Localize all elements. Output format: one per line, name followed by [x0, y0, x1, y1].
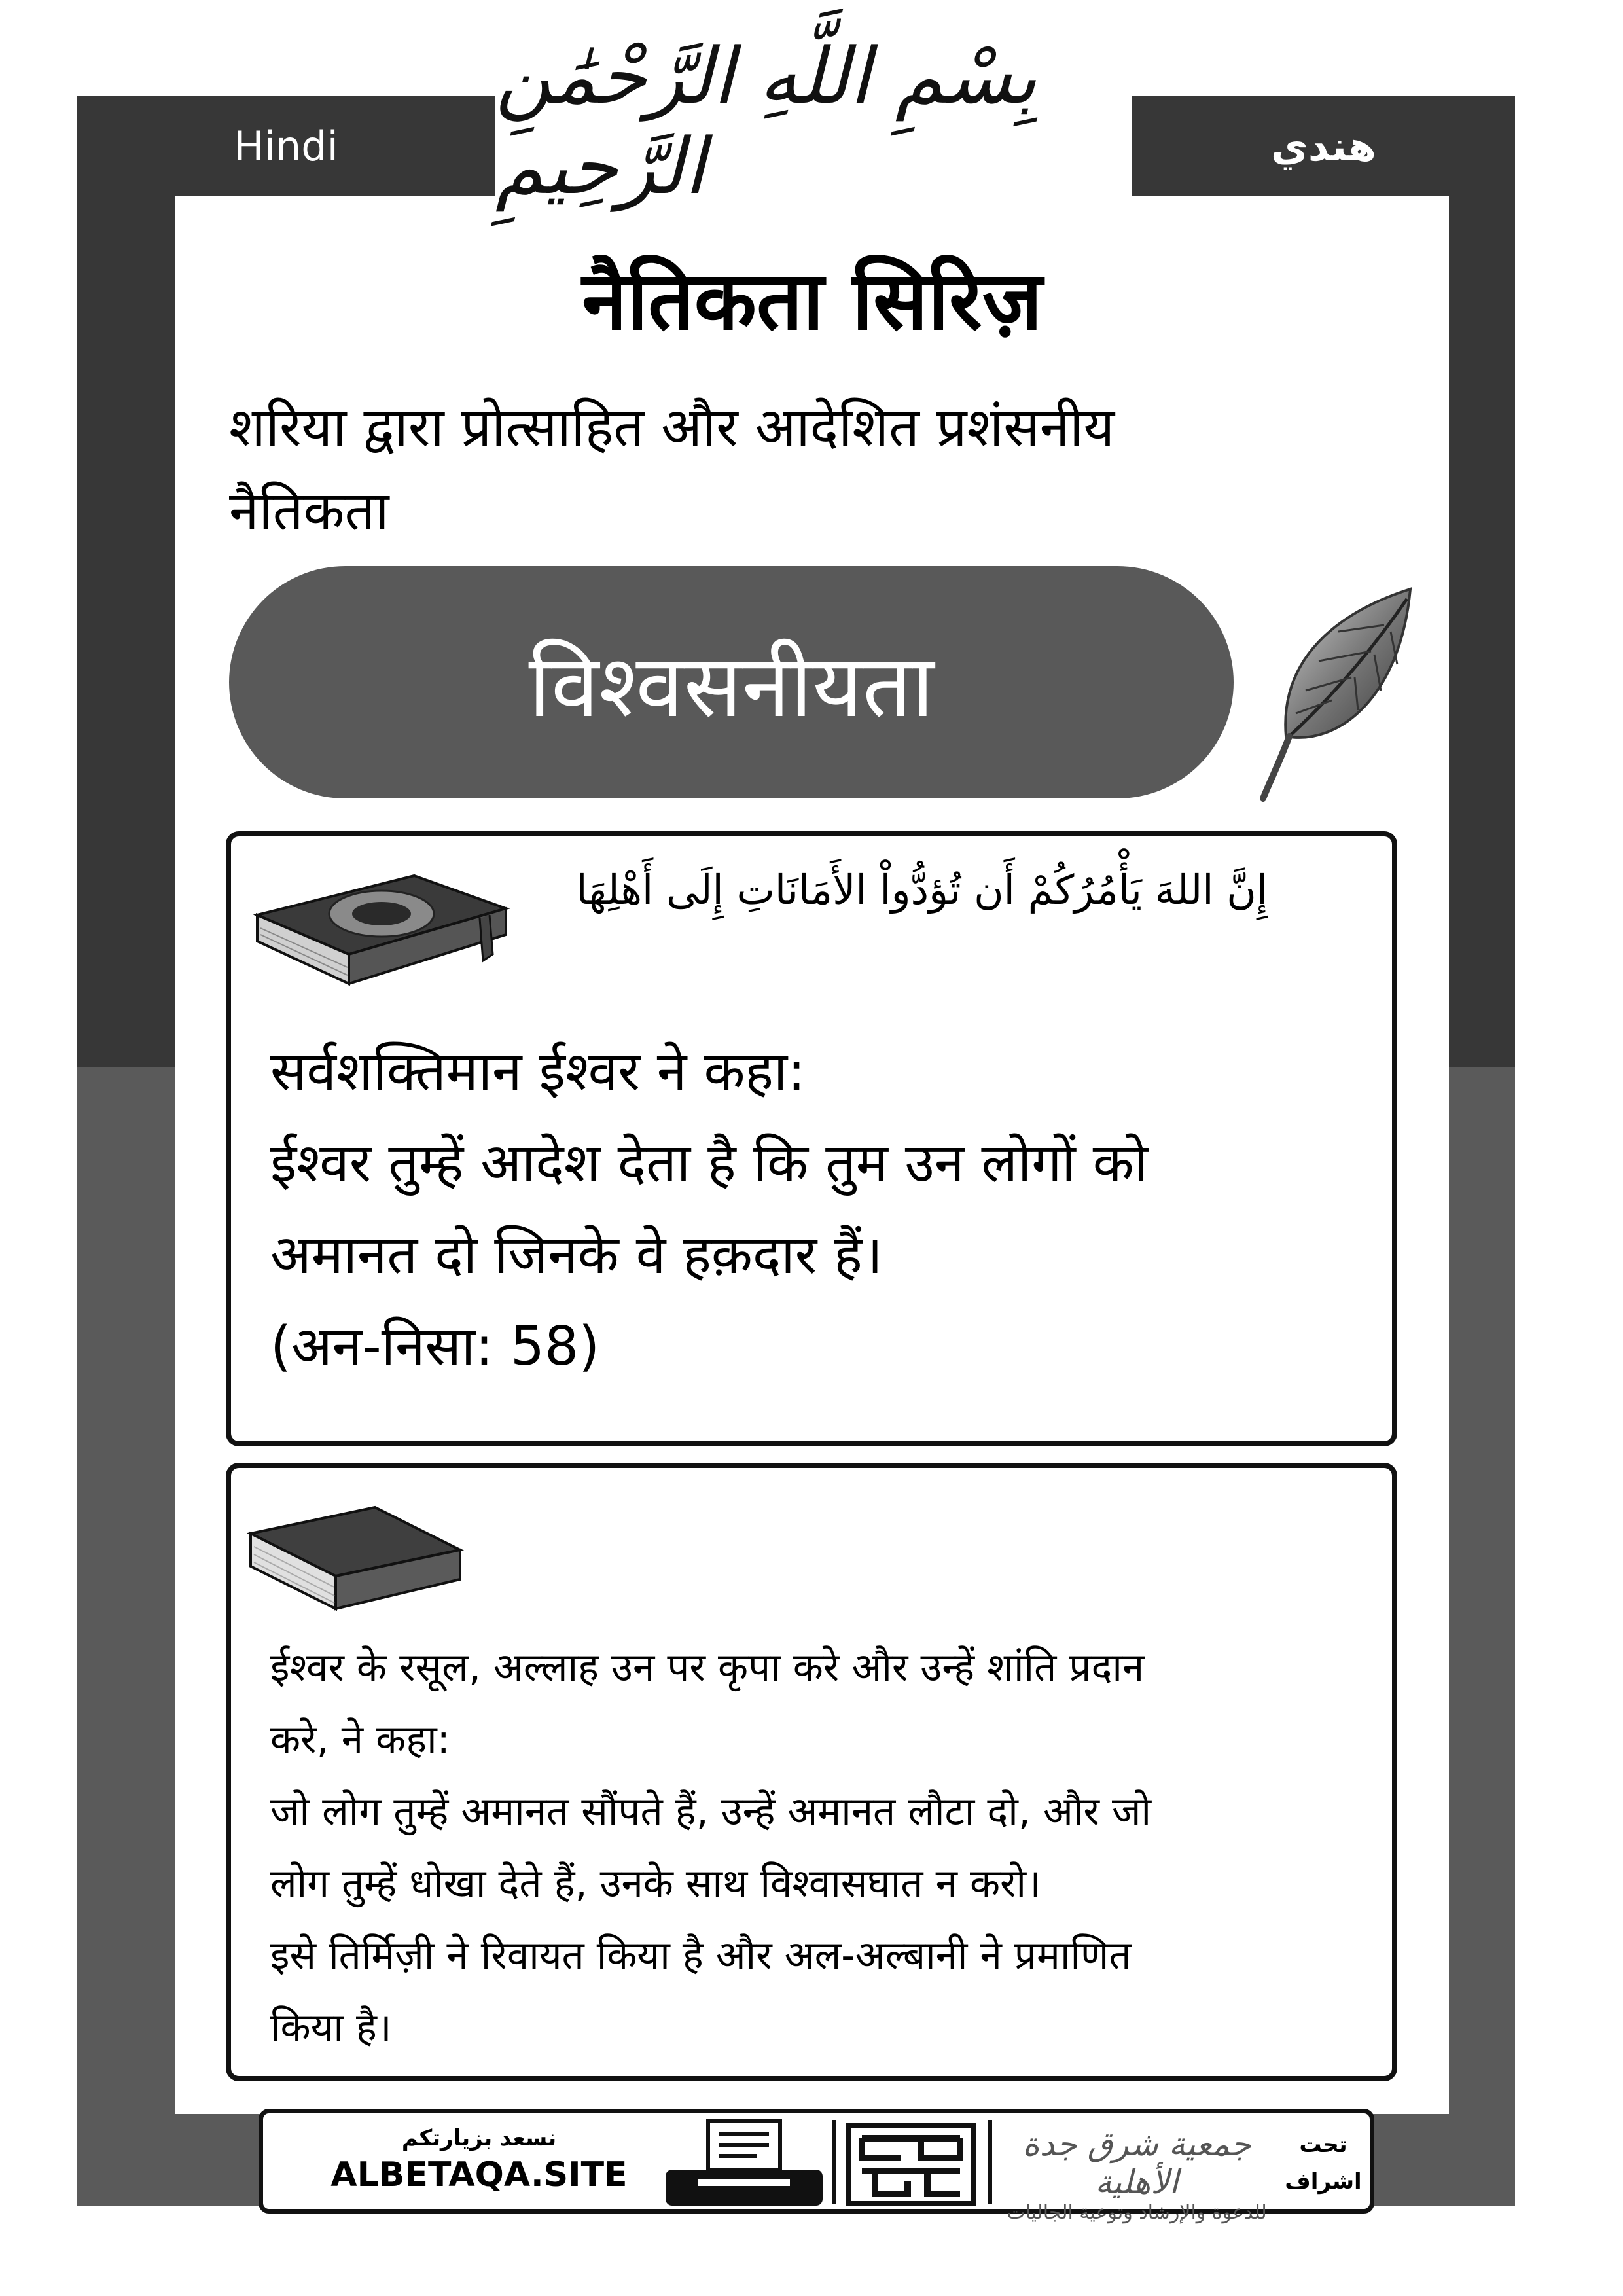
quran-translation — [270, 1026, 1350, 1393]
quran-ayah-arabic: إِنَّ اللهَ يَأْمُرُكُمْ أَن تُؤدُّواْ الأَمَانَاتِ إِلَى أَهْلِهَا — [576, 866, 1268, 914]
quran-reference: (अन-निसा: 58) — [270, 1316, 600, 1378]
hadith-line: जो लोग तुम्हें अमानत सौंपते हैं, उन्हें अमानत लौटा दो, और जो — [270, 1789, 1151, 1835]
association-tagline: للدعوة والإرشاد وتوعية الجاليات — [1007, 2201, 1267, 2224]
footer-bar — [259, 2109, 1374, 2224]
subtitle-line: शरिया द्वारा प्रोत्साहित और आदेशित प्रशंसनीय — [229, 397, 1115, 459]
hadith-line: किया है। — [270, 2005, 392, 2051]
topic-banner — [229, 566, 1234, 798]
hadith-line: लोग तुम्हें धोखा देते हैं, उनके साथ विश्वासघात न करो। — [270, 1861, 1041, 1907]
translation-line: अमानत दो जिनके वे हक़दार हैं। — [270, 1224, 883, 1286]
supervision-word-1: تحت — [1299, 2132, 1347, 2158]
association-logo — [999, 2125, 1274, 2224]
hadith-line: इसे तिर्मिज़ी ने रिवायत किया है और अल-अल्बानी ने प्रमाणित — [270, 1933, 1132, 1979]
hadith-line: करे, ने कहा: — [270, 1717, 450, 1763]
welcome-text: نسعد بزيارتكم — [401, 2125, 557, 2151]
footer-divider — [832, 2120, 836, 2204]
subtitle-line: नैतिकता — [229, 480, 389, 543]
hadith-box — [226, 1463, 1397, 2081]
series-title: नैतिकता सिरिज़ — [582, 254, 1043, 348]
quran-verse-box — [226, 831, 1397, 1446]
basmala-header — [495, 26, 1132, 216]
supervision-word-2: اشراف — [1285, 2168, 1362, 2195]
series-subtitle — [229, 386, 1342, 554]
printer-icon — [659, 2117, 829, 2209]
language-tab-arabic: هندي — [1271, 122, 1376, 170]
translation-line: ईश्वर तुम्हें आदेश देता है कि तुम उन लोगों को — [270, 1132, 1148, 1194]
footer-divider — [988, 2120, 992, 2204]
topic-title: विश्वसनीयता — [528, 636, 935, 737]
leaf-icon — [1260, 586, 1423, 802]
dawa-kufic-logo — [842, 2119, 980, 2209]
site-branding[interactable] — [276, 2125, 682, 2195]
site-link[interactable]: ALBETAQA.SITE — [330, 2155, 628, 2195]
language-tab-hindi: Hindi — [234, 122, 338, 170]
basmala-calligraphy: بِسْمِ اللَّهِ الرَّحْمَٰنِ الرَّحِيمِ — [495, 31, 1037, 211]
quran-book-icon — [251, 863, 512, 994]
hadith-book-icon — [244, 1494, 467, 1612]
hadith-text — [270, 1632, 1370, 2064]
hadith-line: ईश्वर के रसूल, अल्लाह उन पर कृपा करे और उन्हें शांति प्रदान — [270, 1645, 1145, 1691]
supervision-label — [1281, 2126, 1366, 2200]
translation-line: सर्वशक्तिमान ईश्वर ने कहा: — [270, 1041, 806, 1103]
association-name: جمعية شرق جدة الأهلية — [1022, 2125, 1251, 2201]
